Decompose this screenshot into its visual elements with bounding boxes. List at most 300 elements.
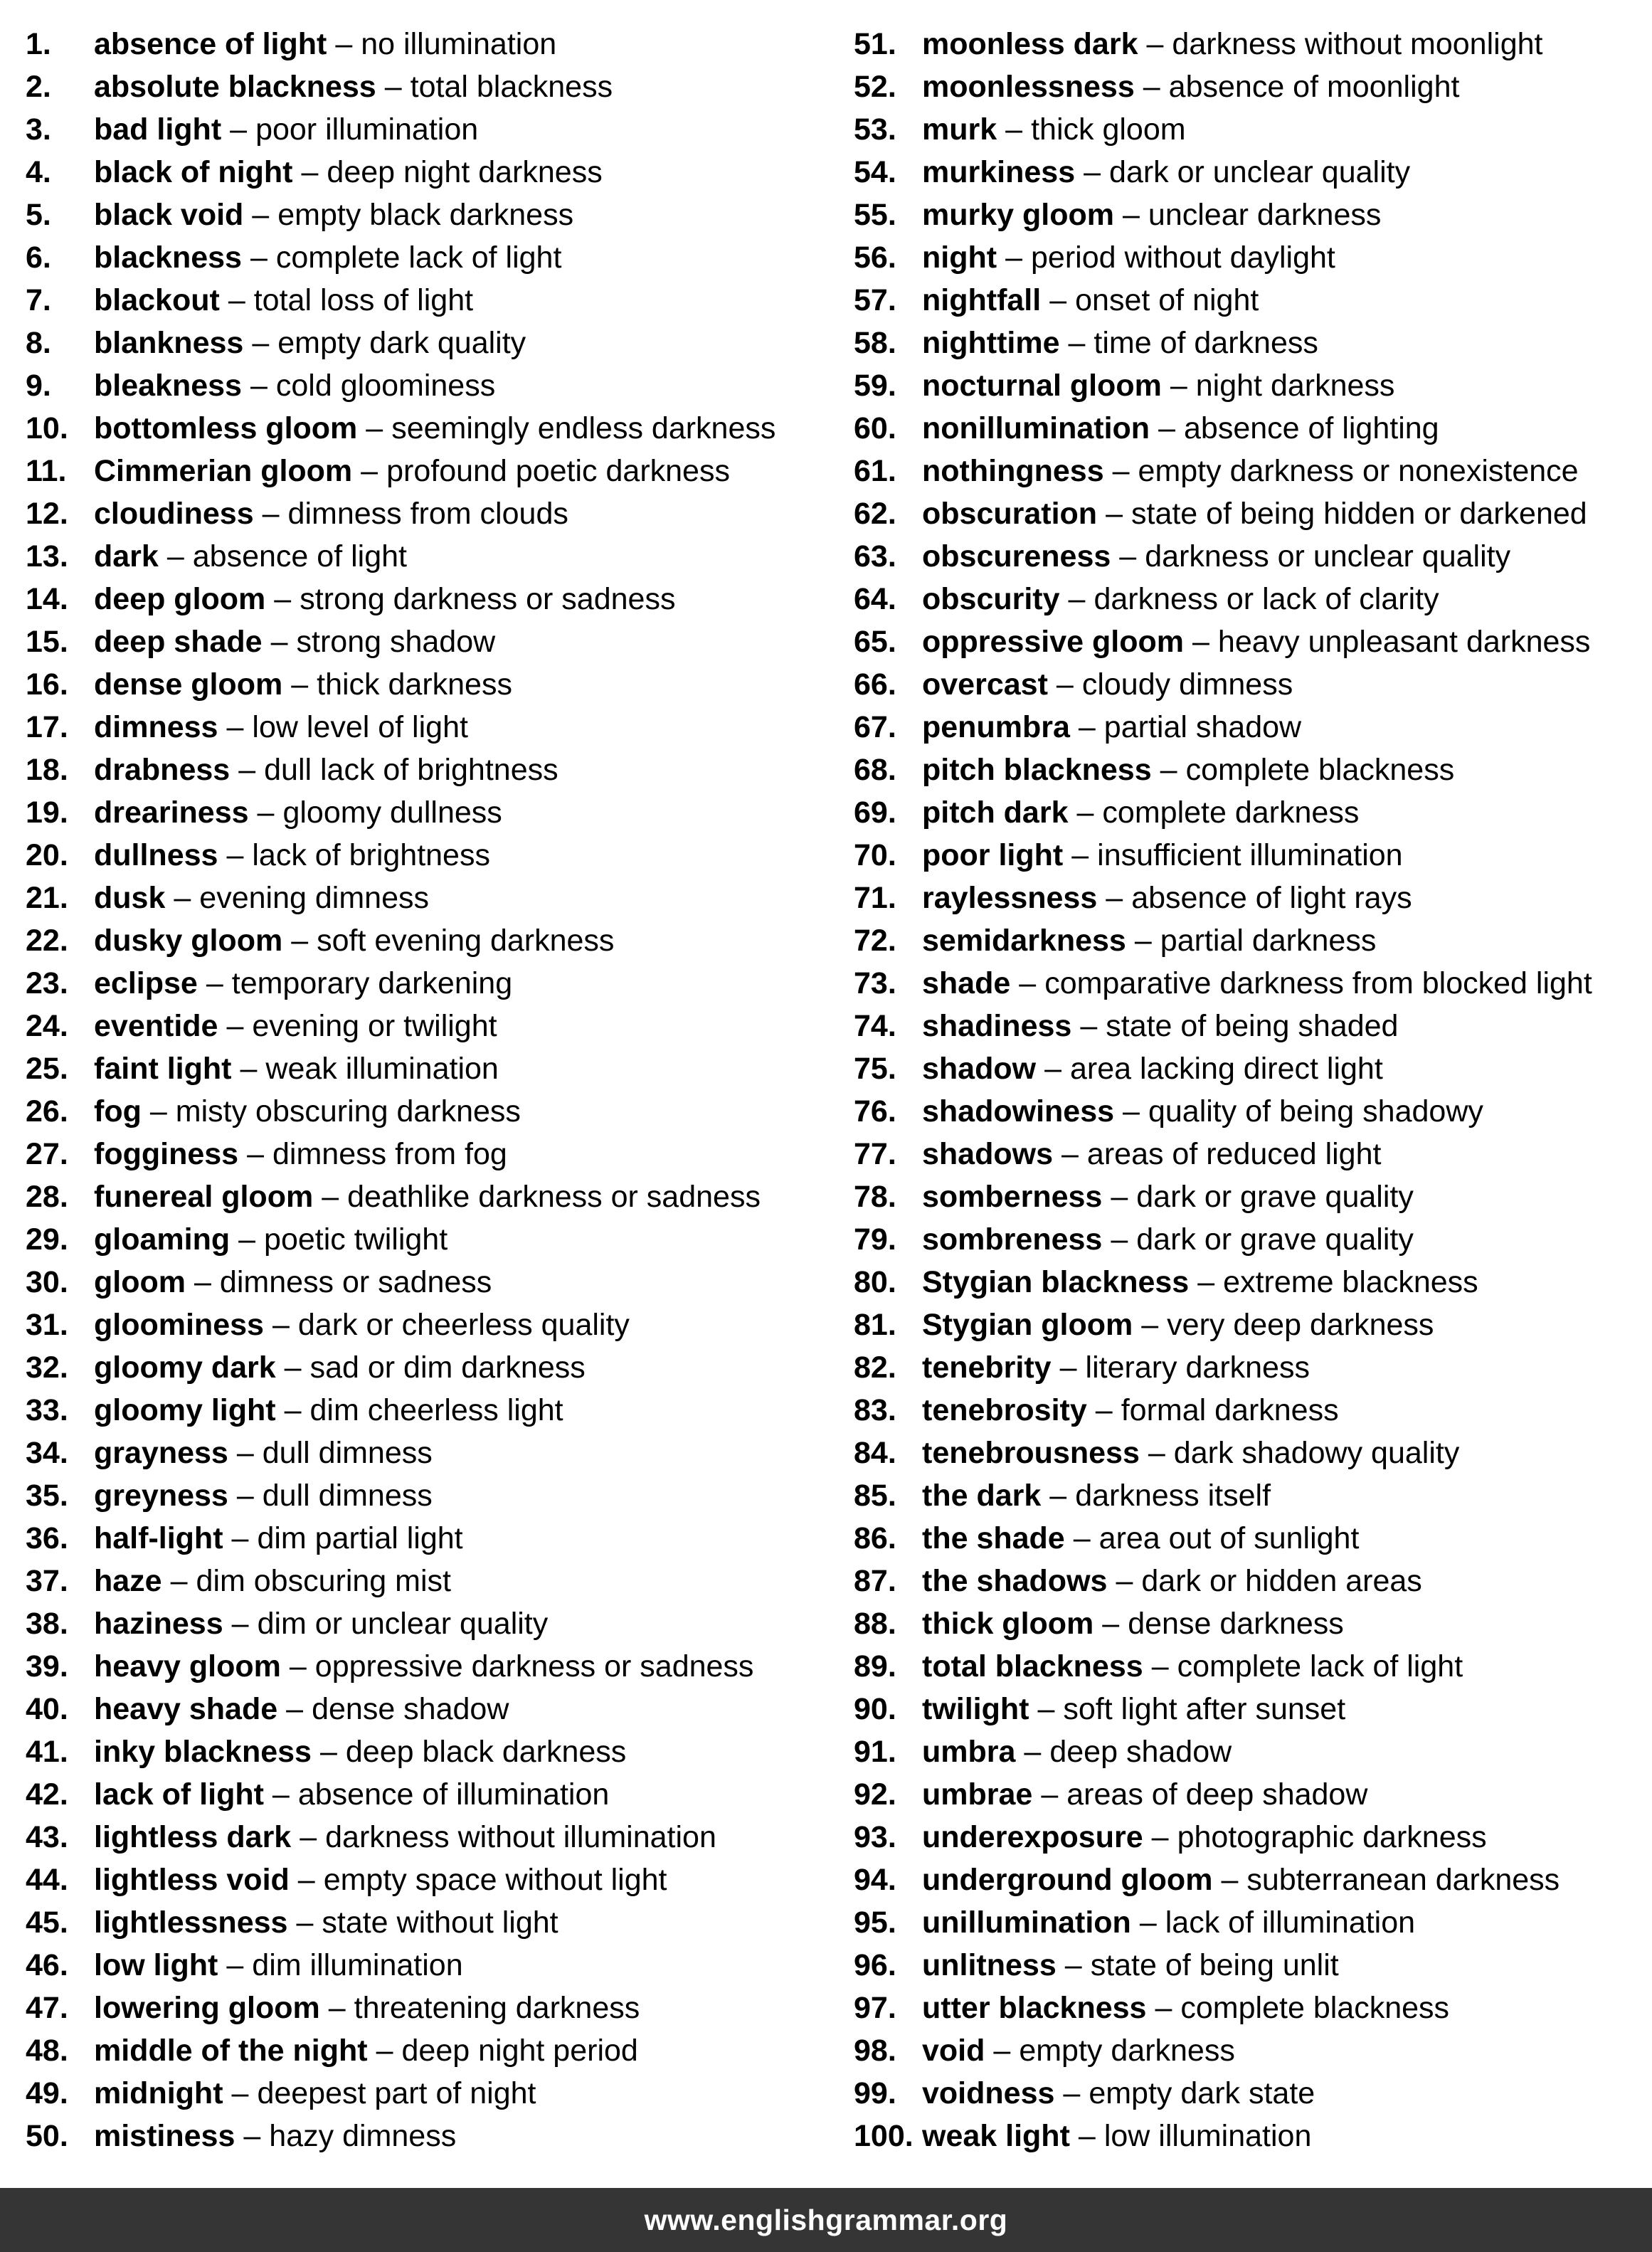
entry-definition: threatening darkness	[354, 1991, 640, 2025]
list-item	[854, 1047, 1643, 1090]
entry-separator: –	[1019, 966, 1037, 1000]
entry-number: 67.	[854, 710, 896, 744]
entry-separator: –	[296, 1905, 314, 1940]
entry-term: Cimmerian gloom	[94, 454, 353, 488]
entry-term: shadows	[922, 1137, 1053, 1171]
entry-number: 87.	[854, 1564, 896, 1598]
entry-number: 68.	[854, 753, 896, 787]
entry-definition: dense darkness	[1128, 1607, 1344, 1641]
entry-number: 25.	[26, 1052, 68, 1086]
entry-number: 35.	[26, 1479, 68, 1513]
list-item	[854, 663, 1643, 706]
entry-separator: –	[1005, 112, 1023, 147]
entry-term: dark	[94, 539, 159, 573]
list-item	[26, 2115, 830, 2157]
entry-separator: –	[1106, 497, 1123, 531]
word-list-column-left	[26, 23, 830, 2157]
entry-number: 20.	[26, 838, 68, 872]
entry-definition: cold gloominess	[275, 369, 496, 403]
entry-number: 30.	[26, 1265, 68, 1299]
entry-definition: thick gloom	[1031, 112, 1186, 147]
list-item	[854, 706, 1643, 749]
entry-term: obscurity	[922, 582, 1060, 616]
list-item	[854, 65, 1643, 108]
entry-separator: –	[1049, 283, 1067, 317]
entry-definition: insufficient illumination	[1097, 838, 1403, 872]
entry-definition: low illumination	[1103, 2119, 1312, 2153]
entry-definition: sad or dim darkness	[309, 1350, 586, 1385]
list-item	[854, 919, 1643, 962]
entry-term: Stygian blackness	[922, 1265, 1190, 1299]
entry-separator: –	[1056, 667, 1074, 702]
entry-definition: dark or grave quality	[1136, 1180, 1414, 1214]
entry-number: 46.	[26, 1948, 68, 1982]
entry-definition: seemingly endless darkness	[391, 411, 776, 445]
entry-term: eventide	[94, 1009, 218, 1043]
entry-term: gloom	[94, 1265, 186, 1299]
entry-term: gloomy light	[94, 1393, 276, 1427]
entry-term: unlitness	[922, 1948, 1057, 1982]
entry-definition: complete lack of light	[1177, 1649, 1463, 1683]
list-item	[26, 1816, 830, 1859]
entry-term: dullness	[94, 838, 218, 872]
entry-definition: dim cheerless light	[309, 1393, 563, 1427]
entry-number: 57.	[854, 283, 896, 317]
entry-number: 7.	[26, 283, 51, 317]
entry-definition: unclear darkness	[1148, 198, 1382, 232]
list-item	[854, 1175, 1643, 1218]
entry-term: murkiness	[922, 155, 1076, 189]
list-item	[26, 151, 830, 194]
entry-number: 93.	[854, 1820, 896, 1854]
entry-definition: areas of deep shadow	[1066, 1777, 1368, 1812]
entry-number: 80.	[854, 1265, 896, 1299]
entry-definition: dimness from fog	[272, 1137, 507, 1171]
entry-separator: –	[1170, 369, 1187, 403]
entry-number: 37.	[26, 1564, 68, 1598]
entry-definition: partial shadow	[1103, 710, 1302, 744]
list-item	[26, 194, 830, 236]
entry-number: 11.	[26, 454, 67, 488]
entry-number: 8.	[26, 326, 51, 360]
entry-definition: deathlike darkness or sadness	[347, 1180, 761, 1214]
list-item	[26, 663, 830, 706]
entry-number: 9.	[26, 369, 51, 403]
entry-term: shadowiness	[922, 1094, 1115, 1128]
entry-term: deep gloom	[94, 582, 266, 616]
entry-separator: –	[1160, 753, 1177, 787]
entry-term: overcast	[922, 667, 1048, 702]
entry-separator: –	[252, 326, 270, 360]
entry-number: 54.	[854, 155, 896, 189]
entry-definition: strong shadow	[296, 625, 496, 659]
entry-number: 14.	[26, 582, 68, 616]
entry-term: lowering gloom	[94, 1991, 320, 2025]
entry-term: fogginess	[94, 1137, 239, 1171]
entry-term: shade	[922, 966, 1011, 1000]
entry-term: night	[922, 240, 997, 275]
entry-separator: –	[170, 1564, 188, 1598]
list-item	[854, 834, 1643, 877]
entry-separator: –	[291, 924, 309, 958]
entry-definition: absence of lighting	[1184, 411, 1439, 445]
entry-separator: –	[328, 1991, 346, 2025]
entry-number: 5.	[26, 198, 51, 232]
list-item	[26, 1261, 830, 1304]
entry-number: 70.	[854, 838, 896, 872]
list-item	[26, 23, 830, 65]
entry-separator: –	[226, 710, 244, 744]
list-item	[854, 108, 1643, 151]
entry-term: blackout	[94, 283, 220, 317]
entry-definition: dim illumination	[252, 1948, 463, 1982]
entry-separator: –	[1112, 454, 1130, 488]
entry-definition: misty obscuring darkness	[175, 1094, 521, 1128]
entry-term: drabness	[94, 753, 231, 787]
entry-separator: –	[1059, 1350, 1077, 1385]
entry-definition: empty space without light	[323, 1863, 667, 1897]
entry-term: the dark	[922, 1479, 1042, 1513]
entry-definition: area lacking direct light	[1070, 1052, 1383, 1086]
entry-term: nonillumination	[922, 411, 1150, 445]
list-item	[26, 279, 830, 322]
entry-number: 88.	[854, 1607, 896, 1641]
entry-number: 100.	[854, 2119, 914, 2153]
entry-separator: –	[376, 2034, 393, 2068]
entry-definition: empty black darkness	[277, 198, 574, 232]
entry-separator: –	[1078, 2119, 1096, 2153]
entry-definition: dim partial light	[257, 1521, 463, 1555]
entry-number: 26.	[26, 1094, 68, 1128]
entry-separator: –	[270, 625, 288, 659]
list-item	[26, 1859, 830, 1901]
entry-definition: cloudy dimness	[1081, 667, 1293, 702]
entry-number: 22.	[26, 924, 68, 958]
entry-term: thick gloom	[922, 1607, 1094, 1641]
list-item	[26, 1304, 830, 1346]
footer-url: www.englishgrammar.org	[644, 2203, 1008, 2236]
entry-separator: –	[238, 753, 256, 787]
list-item	[26, 108, 830, 151]
entry-definition: darkness without moonlight	[1172, 27, 1543, 61]
list-item	[854, 1944, 1643, 1987]
entry-term: lightless void	[94, 1863, 290, 1897]
entry-definition: temporary darkening	[231, 966, 513, 1000]
list-item	[854, 1645, 1643, 1688]
entry-separator: –	[1123, 1094, 1140, 1128]
entry-term: dusky gloom	[94, 924, 283, 958]
entry-number: 44.	[26, 1863, 68, 1897]
entry-number: 33.	[26, 1393, 68, 1427]
entry-definition: dull dimness	[262, 1479, 433, 1513]
entry-term: lightlessness	[94, 1905, 288, 1940]
entry-number: 43.	[26, 1820, 68, 1854]
entry-term: greyness	[94, 1479, 228, 1513]
entry-term: murky gloom	[922, 198, 1114, 232]
entry-term: void	[922, 2034, 985, 2068]
entry-separator: –	[247, 1137, 264, 1171]
entry-number: 36.	[26, 1521, 68, 1555]
entry-separator: –	[1084, 155, 1101, 189]
entry-term: dimness	[94, 710, 218, 744]
entry-separator: –	[1134, 924, 1152, 958]
entry-definition: dull dimness	[262, 1436, 433, 1470]
entry-term: moonlessness	[922, 70, 1135, 104]
entry-term: Stygian gloom	[922, 1308, 1133, 1342]
entry-separator: –	[231, 1607, 249, 1641]
entry-separator: –	[1063, 2076, 1081, 2110]
entry-definition: area out of sunlight	[1098, 1521, 1360, 1555]
entry-definition: state of being hidden or darkened	[1131, 497, 1587, 531]
entry-definition: deep night period	[401, 2034, 638, 2068]
entry-term: blankness	[94, 326, 244, 360]
entry-number: 60.	[854, 411, 896, 445]
entry-number: 75.	[854, 1052, 896, 1086]
entry-definition: no illumination	[361, 27, 557, 61]
list-item	[854, 450, 1643, 492]
entry-number: 49.	[26, 2076, 68, 2110]
entry-definition: gloomy dullness	[282, 795, 502, 830]
entry-separator: –	[1041, 1777, 1059, 1812]
entry-number: 38.	[26, 1607, 68, 1641]
entry-term: oppressive gloom	[922, 625, 1184, 659]
entry-separator: –	[1106, 881, 1123, 915]
entry-separator: –	[1151, 1820, 1169, 1854]
entry-definition: quality of being shadowy	[1148, 1094, 1483, 1128]
footer-bar	[0, 2188, 1652, 2252]
list-item	[26, 1175, 830, 1218]
entry-term: gloaming	[94, 1222, 231, 1257]
entry-definition: onset of night	[1075, 283, 1259, 317]
entry-number: 84.	[854, 1436, 896, 1470]
entry-definition: oppressive darkness or sadness	[314, 1649, 754, 1683]
entry-number: 17.	[26, 710, 68, 744]
entry-separator: –	[174, 881, 191, 915]
entry-number: 15.	[26, 625, 68, 659]
entry-term: sombreness	[922, 1222, 1103, 1257]
entry-number: 59.	[854, 369, 896, 403]
list-item	[854, 2072, 1643, 2115]
entry-definition: complete blackness	[1185, 753, 1455, 787]
entry-separator: –	[1116, 1564, 1133, 1598]
entry-number: 2.	[26, 70, 51, 104]
entry-number: 92.	[854, 1777, 896, 1812]
list-item	[26, 1218, 830, 1261]
entry-separator: –	[257, 795, 275, 830]
entry-separator: –	[226, 1948, 244, 1982]
entry-term: inky blackness	[94, 1735, 312, 1769]
entry-definition: formal darkness	[1121, 1393, 1339, 1427]
entry-term: gloomy dark	[94, 1350, 276, 1385]
list-item	[26, 877, 830, 919]
entry-definition: thick darkness	[317, 667, 512, 702]
entry-number: 61.	[854, 454, 896, 488]
list-item	[26, 2072, 830, 2115]
entry-definition: empty dark state	[1089, 2076, 1315, 2110]
entry-term: deep shade	[94, 625, 263, 659]
entry-term: half-light	[94, 1521, 223, 1555]
list-item	[854, 1602, 1643, 1645]
list-item	[854, 407, 1643, 450]
list-item	[854, 151, 1643, 194]
entry-number: 79.	[854, 1222, 896, 1257]
entry-separator: –	[1158, 411, 1175, 445]
entry-number: 73.	[854, 966, 896, 1000]
entry-term: poor light	[922, 838, 1064, 872]
list-item	[854, 535, 1643, 578]
list-item	[26, 1432, 830, 1474]
entry-definition: time of darkness	[1094, 326, 1318, 360]
entry-separator: –	[1111, 1180, 1128, 1214]
list-item	[26, 706, 830, 749]
list-item	[854, 1218, 1643, 1261]
list-item	[26, 492, 830, 535]
entry-separator: –	[1141, 1308, 1159, 1342]
entry-term: raylessness	[922, 881, 1098, 915]
entry-separator: –	[361, 454, 378, 488]
entry-number: 64.	[854, 582, 896, 616]
list-item	[26, 1602, 830, 1645]
list-item	[854, 1090, 1643, 1133]
entry-number: 12.	[26, 497, 68, 531]
list-item	[26, 1773, 830, 1816]
entry-number: 90.	[854, 1692, 896, 1726]
entry-term: pitch blackness	[922, 753, 1152, 787]
word-list-column-right	[854, 23, 1643, 2157]
entry-term: total blackness	[922, 1649, 1143, 1683]
entry-term: the shadows	[922, 1564, 1108, 1598]
list-item	[26, 65, 830, 108]
entry-definition: subterranean darkness	[1246, 1863, 1560, 1897]
entry-separator: –	[1155, 1991, 1172, 2025]
entry-definition: dull lack of brightness	[264, 753, 558, 787]
list-item	[854, 877, 1643, 919]
entry-term: absolute blackness	[94, 70, 376, 104]
entry-term: absence of light	[94, 27, 327, 61]
entry-term: tenebrousness	[922, 1436, 1140, 1470]
entry-separator: –	[1068, 326, 1086, 360]
entry-separator: –	[301, 155, 319, 189]
entry-definition: soft evening darkness	[317, 924, 615, 958]
entry-separator: –	[1076, 795, 1094, 830]
entry-number: 69.	[854, 795, 896, 830]
entry-definition: empty dark quality	[277, 326, 526, 360]
list-item	[854, 1901, 1643, 1944]
entry-number: 1.	[26, 27, 51, 61]
entry-term: funereal gloom	[94, 1180, 314, 1214]
entry-definition: absence of light rays	[1131, 881, 1412, 915]
entry-definition: dark or grave quality	[1136, 1222, 1414, 1257]
entry-separator: –	[250, 369, 268, 403]
entry-definition: literary darkness	[1085, 1350, 1310, 1385]
entry-separator: –	[1061, 1137, 1079, 1171]
entry-term: voidness	[922, 2076, 1055, 2110]
list-item	[854, 194, 1643, 236]
list-item	[26, 1688, 830, 1730]
entry-term: pitch dark	[922, 795, 1069, 830]
entry-term: unillumination	[922, 1905, 1131, 1940]
entry-number: 97.	[854, 1991, 896, 2025]
entry-number: 42.	[26, 1777, 68, 1812]
entry-number: 89.	[854, 1649, 896, 1683]
list-item	[26, 1090, 830, 1133]
entry-definition: partial darkness	[1160, 924, 1377, 958]
list-item	[26, 1133, 830, 1175]
entry-separator: –	[1095, 1393, 1113, 1427]
entry-separator: –	[1197, 1265, 1215, 1299]
entry-number: 52.	[854, 70, 896, 104]
list-item	[26, 1944, 830, 1987]
entry-number: 55.	[854, 198, 896, 232]
entry-definition: strong darkness or sadness	[300, 582, 676, 616]
entry-number: 63.	[854, 539, 896, 573]
entry-term: dusk	[94, 881, 166, 915]
entry-number: 76.	[854, 1094, 896, 1128]
entry-separator: –	[194, 1265, 211, 1299]
list-item	[26, 578, 830, 620]
list-item	[854, 2029, 1643, 2072]
entry-number: 81.	[854, 1308, 896, 1342]
entry-separator: –	[166, 539, 184, 573]
entry-definition: poor illumination	[255, 112, 479, 147]
entry-separator: –	[1151, 1649, 1169, 1683]
list-item	[854, 23, 1643, 65]
entry-number: 34.	[26, 1436, 68, 1470]
entry-number: 21.	[26, 881, 68, 915]
list-item	[26, 1389, 830, 1432]
entry-number: 13.	[26, 539, 68, 573]
entry-definition: dimness or sadness	[219, 1265, 492, 1299]
entry-definition: empty darkness	[1019, 2034, 1235, 2068]
entry-number: 62.	[854, 497, 896, 531]
entry-definition: absence of moonlight	[1168, 70, 1460, 104]
entry-separator: –	[226, 838, 244, 872]
entry-definition: dark or cheerless quality	[297, 1308, 630, 1342]
list-item	[854, 1859, 1643, 1901]
entry-definition: empty darkness or nonexistence	[1138, 454, 1579, 488]
list-item	[854, 1389, 1643, 1432]
entry-definition: lack of brightness	[252, 838, 490, 872]
entry-definition: darkness or lack of clarity	[1094, 582, 1439, 616]
entry-number: 86.	[854, 1521, 896, 1555]
entry-term: underexposure	[922, 1820, 1143, 1854]
entry-number: 77.	[854, 1137, 896, 1171]
entry-term: bad light	[94, 112, 222, 147]
entry-definition: evening or twilight	[252, 1009, 497, 1043]
entry-separator: –	[384, 70, 402, 104]
list-item	[854, 322, 1643, 364]
entry-definition: dim or unclear quality	[257, 1607, 549, 1641]
list-item	[854, 2115, 1643, 2157]
entry-term: shadow	[922, 1052, 1037, 1086]
list-item	[854, 364, 1643, 407]
entry-number: 27.	[26, 1137, 68, 1171]
entry-number: 85.	[854, 1479, 896, 1513]
list-item	[854, 1474, 1643, 1517]
entry-term: dense gloom	[94, 667, 283, 702]
entry-term: blackness	[94, 240, 242, 275]
entry-separator: –	[236, 1436, 254, 1470]
entry-separator: –	[226, 1009, 244, 1043]
entry-separator: –	[1005, 240, 1022, 275]
entry-definition: absence of light	[192, 539, 407, 573]
entry-term: low light	[94, 1948, 218, 1982]
entry-separator: –	[322, 1180, 339, 1214]
list-item	[854, 1005, 1643, 1047]
entry-number: 19.	[26, 795, 68, 830]
entry-definition: profound poetic darkness	[386, 454, 730, 488]
entry-separator: –	[272, 1308, 290, 1342]
